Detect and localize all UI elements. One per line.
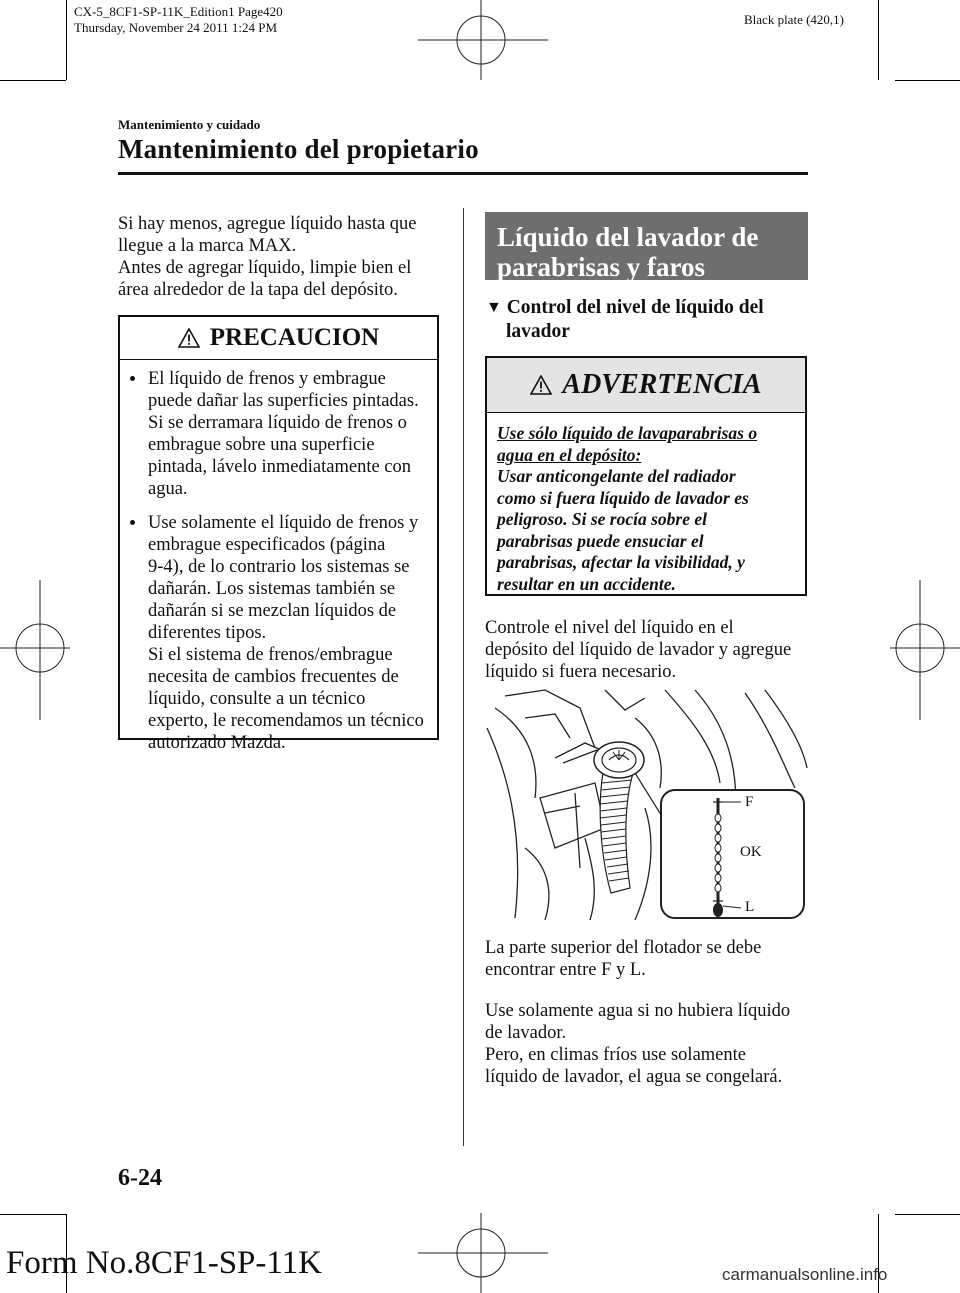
plate-label: Black plate (420,1): [744, 12, 844, 27]
crop-mark: [878, 0, 879, 80]
warning-underlined: agua en el depósito:: [497, 444, 642, 465]
text-line: puede dañar las superficies pintadas.: [148, 391, 419, 411]
text-line: Use solamente agua si no hubiera líquido: [485, 1001, 791, 1021]
intro-paragraph: [118, 213, 448, 301]
text-line: líquido si fuera necesario.: [485, 662, 677, 682]
file-info-line2: Thursday, November 24 2011 1:24 PM: [74, 20, 278, 35]
text-line: embrague sobre una superficie: [148, 435, 375, 455]
triangle-down-icon: ▼: [486, 299, 502, 316]
float-paragraph: [485, 937, 815, 981]
section-label: Mantenimiento y cuidado: [118, 117, 261, 132]
text-line: pintada, lávelo inmediatamente con: [148, 457, 412, 477]
gauge-label-ok: OK: [740, 844, 762, 860]
warning-box: [485, 356, 807, 596]
banner-line: parabrisas y faros: [497, 252, 706, 282]
text-line: resultar en un accidente.: [497, 573, 676, 594]
check-paragraph: [485, 617, 815, 683]
washer-reservoir-figure: [485, 688, 810, 920]
level-gauge-inset: [661, 790, 804, 918]
text-line: parabrisas, afectar la visibilidad, y: [497, 552, 745, 572]
text-line: área alrededor de la tapa del depósito.: [118, 280, 398, 300]
text-line: dañarán. Los sistemas también se: [148, 579, 396, 599]
text-line: líquido, consulte a un técnico: [148, 689, 366, 709]
registration-target-bottom: [418, 1213, 548, 1293]
warning-underlined: Use sólo líquido de lavaparabrisas o: [497, 423, 758, 443]
column-divider: [463, 208, 464, 1146]
water-paragraph: [485, 1000, 815, 1088]
text-line: Si hay menos, agregue líquido hasta que: [118, 214, 417, 234]
text-line: embrague especificados (página: [148, 535, 386, 555]
crop-mark: [895, 80, 960, 81]
bullet-icon: [130, 520, 135, 525]
gauge-pointer: [635, 773, 663, 818]
registration-target-left: [0, 580, 70, 720]
registration-target-top: [418, 0, 548, 80]
text-line: de lavador.: [485, 1023, 567, 1043]
caution-title: PRECAUCION: [209, 324, 380, 351]
text-line: La parte superior del flotador se debe: [485, 938, 762, 958]
text-line: Si el sistema de frenos/embrague: [148, 645, 393, 665]
file-info-line1: CX-5_8CF1-SP-11K_Edition1 Page420: [74, 4, 283, 19]
warning-body: [487, 413, 805, 595]
warning-title: ADVERTENCIA: [562, 369, 762, 400]
page-number: 6-24: [118, 1165, 162, 1191]
filler-neck: [600, 773, 633, 893]
text-line: experto, le recomendamos un técnico: [148, 711, 424, 731]
warning-header: [487, 358, 805, 413]
text-line: necesita de cambios frecuentes de: [148, 667, 399, 687]
text-line: El líquido de frenos y embrague: [148, 369, 386, 389]
text-line: peligroso. Si se rocía sobre el: [497, 509, 707, 529]
caution-box: [118, 315, 439, 753]
subheading-line2: lavador: [506, 321, 570, 342]
gauge-label-f: F: [745, 794, 754, 810]
section-banner: [485, 212, 808, 280]
text-line: encontrar entre F y L.: [485, 960, 646, 980]
form-number: Form No.8CF1-SP-11K: [6, 1245, 322, 1281]
crop-mark: [66, 0, 67, 80]
text-line: depósito del líquido de lavador y agregue: [485, 640, 792, 660]
header-rule: [118, 172, 808, 175]
caution-list: [120, 360, 437, 754]
registration-target-right: [890, 580, 960, 720]
text-line: líquido de lavador, el agua se congelará.: [485, 1067, 783, 1087]
text-line: dañarán si se mezclan líquidos de: [148, 601, 397, 621]
text-line: como si fuera líquido de lavador es: [497, 487, 749, 508]
warning-triangle-icon: [178, 328, 200, 348]
text-line: Controle el nivel del líquido en el: [485, 618, 734, 638]
caution-header: [120, 317, 437, 360]
text-line: 9-4), de lo contrario los sistemas se: [148, 557, 410, 577]
caution-item: [120, 512, 437, 754]
text-line: Pero, en climas fríos use solamente: [485, 1045, 746, 1065]
text-line: diferentes tipos.: [148, 623, 267, 643]
crop-mark: [0, 80, 66, 81]
banner-line: Líquido del lavador de: [497, 222, 759, 252]
site-watermark: carmanualsonline.info: [722, 1265, 888, 1284]
reservoir-cap-icon: [594, 742, 644, 778]
text-line: autorizado Mazda.: [148, 733, 286, 753]
text-line: llegue a la marca MAX.: [118, 236, 297, 256]
text-line: Usar anticongelante del radiador: [497, 466, 736, 486]
subheading: [486, 296, 806, 343]
text-line: Antes de agregar líquido, limpie bien el: [118, 258, 412, 278]
text-line: agua.: [148, 479, 188, 499]
crop-mark: [0, 1214, 66, 1215]
warning-triangle-icon: [530, 375, 552, 395]
subheading-line1: Control del nivel de líquido del: [506, 297, 764, 318]
text-line: Use solamente el líquido de frenos y: [148, 513, 419, 533]
bullet-icon: [130, 376, 135, 381]
chapter-title: Mantenimiento del propietario: [118, 134, 479, 164]
file-info: [74, 4, 283, 36]
gauge-label-l: L: [745, 899, 755, 915]
text-line: parabrisas puede ensuciar el: [497, 530, 704, 551]
crop-mark: [895, 1214, 960, 1215]
caution-item: [120, 368, 437, 500]
text-line: Si se derramara líquido de frenos o: [148, 413, 407, 433]
